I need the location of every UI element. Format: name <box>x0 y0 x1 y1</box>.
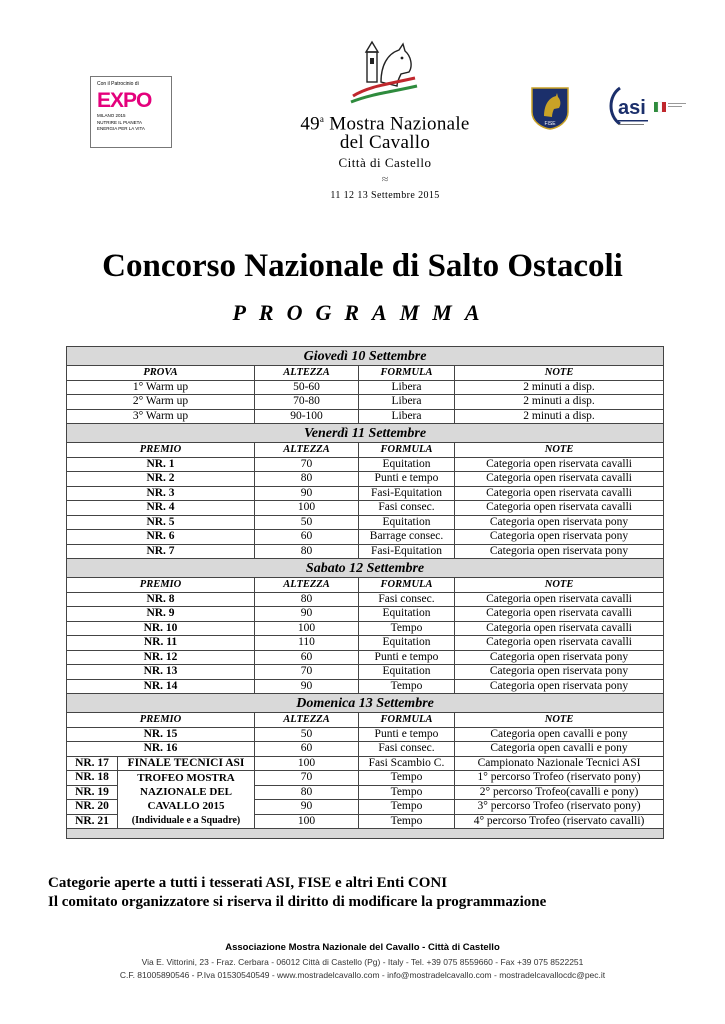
cell-altezza: 50 <box>255 727 359 742</box>
cell-nr: NR. 21 <box>67 814 118 829</box>
cell-premio: NR. 12 <box>67 650 255 665</box>
cell-finale-name: FINALE TECNICI ASI <box>118 756 255 771</box>
col-note: NOTE <box>455 578 664 593</box>
col-altezza: ALTEZZA <box>255 443 359 458</box>
footer-note-2: Il comitato organizzatore si riserva il diritto di modificare la programmazione <box>48 894 547 910</box>
trofeo-line-2: NAZIONALE DEL <box>140 786 232 798</box>
table-row <box>67 486 664 501</box>
expo-patronage: Con il Patrocinio di <box>97 81 139 87</box>
cell-premio: NR. 1 <box>67 457 255 472</box>
day-title: Giovedì 10 Settembre <box>67 347 664 366</box>
association-name: Associazione Mostra Nazionale del Cavallo - Città di Castello <box>225 942 500 953</box>
day-header-row <box>67 694 664 713</box>
expo-city: MILANO 2015 <box>97 113 126 118</box>
table-row <box>67 607 664 622</box>
cell-note: Categoria open riservata cavalli <box>455 501 664 516</box>
event-city: Città di Castello <box>338 155 432 170</box>
fise-label: FISE <box>544 121 556 127</box>
event-dates: 11 12 13 Settembre 2015 <box>330 190 440 201</box>
cell-note: Categoria open riservata cavalli <box>455 457 664 472</box>
day-title: Sabato 12 Settembre <box>67 559 664 578</box>
ornament-icon: ≈ <box>381 172 389 186</box>
column-header-row <box>67 366 664 381</box>
cell-note: Categoria open riservata cavalli <box>455 636 664 651</box>
cell-note: Categoria open riservata pony <box>455 679 664 694</box>
column-header-row <box>67 443 664 458</box>
table-row <box>67 756 664 771</box>
table-footer-cell <box>67 829 664 839</box>
event-edition-sup: a <box>319 114 325 124</box>
cell-altezza: 90 <box>255 607 359 622</box>
cell-altezza: 70 <box>255 771 359 786</box>
cell-premio: NR. 4 <box>67 501 255 516</box>
table-row <box>67 621 664 636</box>
cell-premio: NR. 14 <box>67 679 255 694</box>
cell-altezza: 60 <box>255 650 359 665</box>
col-prova: PROVA <box>67 366 255 381</box>
column-header-row <box>67 713 664 728</box>
cell-altezza: 100 <box>255 501 359 516</box>
col-formula: FORMULA <box>359 713 455 728</box>
col-note: NOTE <box>455 713 664 728</box>
cell-formula: Tempo <box>359 800 455 815</box>
cell-premio: NR. 2 <box>67 472 255 487</box>
cell-formula: Equitation <box>359 515 455 530</box>
cell-formula: Punti e tempo <box>359 727 455 742</box>
cell-premio: NR. 3 <box>67 486 255 501</box>
cell-premio: NR. 7 <box>67 544 255 559</box>
expo-word <box>97 90 165 112</box>
col-note: NOTE <box>455 443 664 458</box>
cell-note: Categoria open riservata pony <box>455 530 664 545</box>
cell-formula: Libera <box>359 395 455 410</box>
cell-formula: Libera <box>359 380 455 395</box>
cell-note: Campionato Nazionale Tecnici ASI <box>455 756 664 771</box>
cell-altezza: 90 <box>255 486 359 501</box>
cell-note: Categoria open riservata pony <box>455 665 664 680</box>
cell-premio: NR. 10 <box>67 621 255 636</box>
cell-altezza: 80 <box>255 592 359 607</box>
col-formula: FORMULA <box>359 578 455 593</box>
cell-note: Categoria open riservata pony <box>455 515 664 530</box>
cell-altezza: 80 <box>255 544 359 559</box>
cell-note: 4° percorso Trofeo (riservato cavalli) <box>455 814 664 829</box>
expo-slogan-1: NUTRIRE IL PIANETA <box>97 119 143 125</box>
day-header-row <box>67 347 664 366</box>
cell-formula: Fasi consec. <box>359 501 455 516</box>
col-note: NOTE <box>455 366 664 381</box>
cell-formula: Barrage consec. <box>359 530 455 545</box>
cell-note: 3° percorso Trofeo (riservato pony) <box>455 800 664 815</box>
expo-slogan-2: ENERGIA PER LA VITA <box>97 126 145 131</box>
event-title <box>270 110 500 152</box>
cell-premio: NR. 11 <box>67 636 255 651</box>
address-line: Via E. Vittorini, 23 - Fraz. Cerbara - 06012 Città di Castello (Pg) - Italy - Tel. +39 075 8559660 - Fax +39 075 8522251 <box>141 957 584 967</box>
cell-altezza: 60 <box>255 530 359 545</box>
cell-formula: Tempo <box>359 679 455 694</box>
cell-altezza: 80 <box>255 472 359 487</box>
cell-formula: Fasi Scambio C. <box>359 756 455 771</box>
table-row <box>67 395 664 410</box>
table-footer-row <box>67 829 664 839</box>
cell-premio: NR. 16 <box>67 742 255 757</box>
cell-premio: NR. 8 <box>67 592 255 607</box>
cell-altezza: 60 <box>255 742 359 757</box>
cell-prova: 3° Warm up <box>67 409 255 424</box>
day-header-row <box>67 559 664 578</box>
cell-nr: NR. 18 <box>67 771 118 786</box>
cell-altezza: 50 <box>255 515 359 530</box>
cell-note: Categoria open riservata cavalli <box>455 472 664 487</box>
cell-note: 2 minuti a disp. <box>455 409 664 424</box>
cell-formula: Equitation <box>359 636 455 651</box>
cell-altezza: 70 <box>255 665 359 680</box>
horse-tower-emblem-icon <box>345 38 423 110</box>
cell-premio: NR. 6 <box>67 530 255 545</box>
cell-formula: Fasi-Equitation <box>359 486 455 501</box>
col-premio: PREMIO <box>67 713 255 728</box>
cell-altezza: 110 <box>255 636 359 651</box>
table-row <box>67 515 664 530</box>
cell-nr: NR. 17 <box>67 756 118 771</box>
cell-prova: 2° Warm up <box>67 395 255 410</box>
cell-altezza: 50-60 <box>255 380 359 395</box>
cell-formula: Fasi consec. <box>359 742 455 757</box>
expo-logo <box>90 76 172 148</box>
cell-formula: Tempo <box>359 785 455 800</box>
col-altezza: ALTEZZA <box>255 578 359 593</box>
cell-prova: 1° Warm up <box>67 380 255 395</box>
cell-note: Categoria open riservata pony <box>455 544 664 559</box>
cell-formula: Tempo <box>359 771 455 786</box>
col-altezza: ALTEZZA <box>255 366 359 381</box>
table-row <box>67 742 664 757</box>
table-row <box>67 636 664 651</box>
table-row <box>67 771 664 786</box>
day-title: Domenica 13 Settembre <box>67 694 664 713</box>
event-title-line2: del Cavallo <box>339 132 431 154</box>
cell-formula: Tempo <box>359 621 455 636</box>
cell-premio: NR. 15 <box>67 727 255 742</box>
cell-altezza: 90 <box>255 800 359 815</box>
table-row <box>67 472 664 487</box>
cell-formula: Fasi-Equitation <box>359 544 455 559</box>
cell-nr: NR. 20 <box>67 800 118 815</box>
cell-note: Categoria open riservata cavalli <box>455 486 664 501</box>
cell-nr: NR. 19 <box>67 785 118 800</box>
cell-altezza: 80 <box>255 785 359 800</box>
col-altezza: ALTEZZA <box>255 713 359 728</box>
cell-note: 2 minuti a disp. <box>455 380 664 395</box>
trofeo-line-1: TROFEO MOSTRA <box>137 772 235 784</box>
cell-note: 2° percorso Trofeo(cavalli e pony) <box>455 785 664 800</box>
cell-altezza: 90 <box>255 679 359 694</box>
expo-word-text: EXPO <box>97 89 152 112</box>
table-row <box>67 727 664 742</box>
col-formula: FORMULA <box>359 366 455 381</box>
cell-formula: Equitation <box>359 457 455 472</box>
cell-altezza: 70-80 <box>255 395 359 410</box>
col-premio: PREMIO <box>67 578 255 593</box>
cell-premio: NR. 9 <box>67 607 255 622</box>
cell-premio: NR. 13 <box>67 665 255 680</box>
page-title: Concorso Nazionale di Salto Ostacoli <box>102 248 623 284</box>
programma-heading: PROGRAMMA <box>232 300 493 325</box>
footer-note-1: Categorie aperte a tutti i tesserati ASI, FISE e altri Enti CONI <box>48 875 448 891</box>
cell-altezza: 100 <box>255 756 359 771</box>
contacts-line: C.F. 81005890546 - P.Iva 01530540549 - www.mostradelcavallo.com - info@mostradelcavallo.com - mostradelcavallocdc@pec.it <box>119 970 606 980</box>
cell-formula: Punti e tempo <box>359 650 455 665</box>
table-row <box>67 530 664 545</box>
col-formula: FORMULA <box>359 443 455 458</box>
day-title: Venerdì 11 Settembre <box>67 424 664 443</box>
table-row <box>67 650 664 665</box>
cell-note: Categoria open cavalli e pony <box>455 727 664 742</box>
asi-logo-icon <box>604 82 692 132</box>
cell-note: 1° percorso Trofeo (riservato pony) <box>455 771 664 786</box>
col-premio: PREMIO <box>67 443 255 458</box>
cell-trofeo <box>118 771 255 829</box>
cell-note: Categoria open riservata cavalli <box>455 592 664 607</box>
table-row <box>67 679 664 694</box>
cell-formula: Equitation <box>359 607 455 622</box>
cell-note: Categoria open cavalli e pony <box>455 742 664 757</box>
cell-note: Categoria open riservata pony <box>455 650 664 665</box>
cell-note: 2 minuti a disp. <box>455 395 664 410</box>
cell-formula: Punti e tempo <box>359 472 455 487</box>
asi-label: asi <box>618 97 646 119</box>
cell-altezza: 100 <box>255 814 359 829</box>
table-row <box>67 409 664 424</box>
cell-altezza: 100 <box>255 621 359 636</box>
table-row <box>67 592 664 607</box>
column-header-row <box>67 578 664 593</box>
trofeo-line-3: CAVALLO 2015 <box>147 800 225 812</box>
event-title-main: Mostra Nazionale <box>329 113 470 135</box>
table-row <box>67 457 664 472</box>
cell-formula: Tempo <box>359 814 455 829</box>
cell-formula: Fasi consec. <box>359 592 455 607</box>
cell-note: Categoria open riservata cavalli <box>455 621 664 636</box>
cell-altezza: 70 <box>255 457 359 472</box>
table-row <box>67 544 664 559</box>
event-edition: 49 <box>300 113 320 135</box>
table-row <box>67 501 664 516</box>
day-header-row <box>67 424 664 443</box>
trofeo-line-4: (Individuale e a Squadre) <box>131 815 241 826</box>
cell-formula: Equitation <box>359 665 455 680</box>
cell-premio: NR. 5 <box>67 515 255 530</box>
schedule-table <box>66 346 664 839</box>
cell-note: Categoria open riservata cavalli <box>455 607 664 622</box>
cell-altezza: 90-100 <box>255 409 359 424</box>
cell-formula: Libera <box>359 409 455 424</box>
table-row <box>67 380 664 395</box>
table-row <box>67 665 664 680</box>
